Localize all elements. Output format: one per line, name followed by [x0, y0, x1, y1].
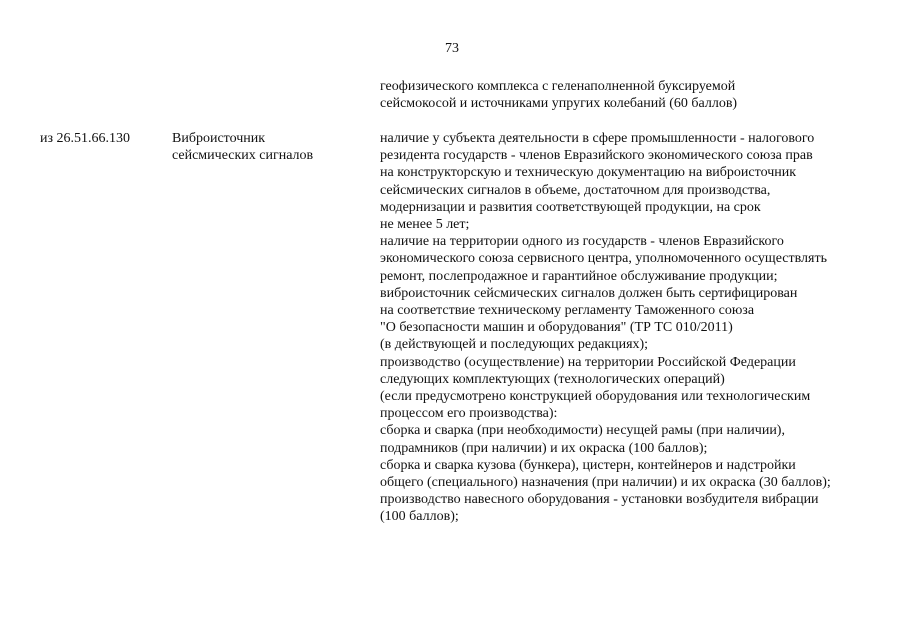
requirement-line: общего (специального) назначения (при наличии) и их окраска (30 баллов); [380, 475, 831, 491]
continuation-line: сейсмокосой и источниками упругих колебаний (60 баллов) [380, 96, 738, 112]
requirement-line: модернизации и развития соответствующей продукции, на срок [380, 199, 761, 215]
product-code: из 26.51.66.130 [40, 131, 131, 146]
requirement-line: процессом его производства): [380, 406, 558, 422]
requirement-line: экономического союза сервисного центра, уполномоченного осуществлять [380, 251, 827, 267]
requirement-line: (в действующей и последующих редакциях); [380, 337, 649, 353]
product-name-line: Виброисточник [172, 131, 266, 146]
requirement-line: на соответствие техническому регламенту Таможенного союза [380, 303, 755, 319]
requirement-line: наличие у субъекта деятельности в сфере промышленности - налогового [380, 131, 815, 146]
requirement-line: наличие на территории одного из государств - членов Евразийского [380, 234, 784, 250]
continuation-line: геофизического комплекса с геленаполненной буксируемой [380, 79, 736, 94]
requirement-line: сборка и сварка (при необходимости) несущей рамы (при наличии), [380, 423, 785, 439]
requirement-line: (100 баллов); [380, 509, 459, 525]
requirement-line: производство (осуществление) на территории Российской Федерации [380, 354, 796, 370]
requirement-line: сборка и сварка кузова (бункера), цистерн, контейнеров и надстройки [380, 457, 796, 473]
requirement-line: "О безопасности машин и оборудования" (ТР ТС 010/2011) [380, 320, 733, 336]
requirement-line: на конструкторскую и техническую документацию на виброисточник [380, 165, 797, 181]
requirement-line: (если предусмотрено конструкцией оборудования или технологическим [380, 389, 811, 405]
requirement-line: сейсмических сигналов в объеме, достаточном для производства, [380, 182, 771, 198]
product-name-line: сейсмических сигналов [172, 148, 314, 164]
continuation-text [380, 78, 737, 112]
page-number: 73 [445, 41, 459, 56]
requirement-line: виброисточник сейсмических сигналов должен быть сертифицирован [380, 285, 798, 301]
requirement-line: подрамников (при наличии) и их окраска (100 баллов); [380, 440, 708, 456]
requirement-line: производство навесного оборудования - установки возбудителя вибрации [380, 492, 819, 508]
product-name-cell [172, 130, 313, 164]
product-code-cell [40, 130, 130, 147]
requirements-cell [380, 130, 831, 526]
requirement-line: следующих комплектующих (технологических операций) [380, 371, 725, 387]
requirement-line: не менее 5 лет; [380, 217, 470, 233]
requirement-line: резидента государств - членов Евразийского экономического союза прав [380, 148, 813, 164]
requirement-line: ремонт, послепродажное и гарантийное обслуживание продукции; [380, 268, 778, 284]
